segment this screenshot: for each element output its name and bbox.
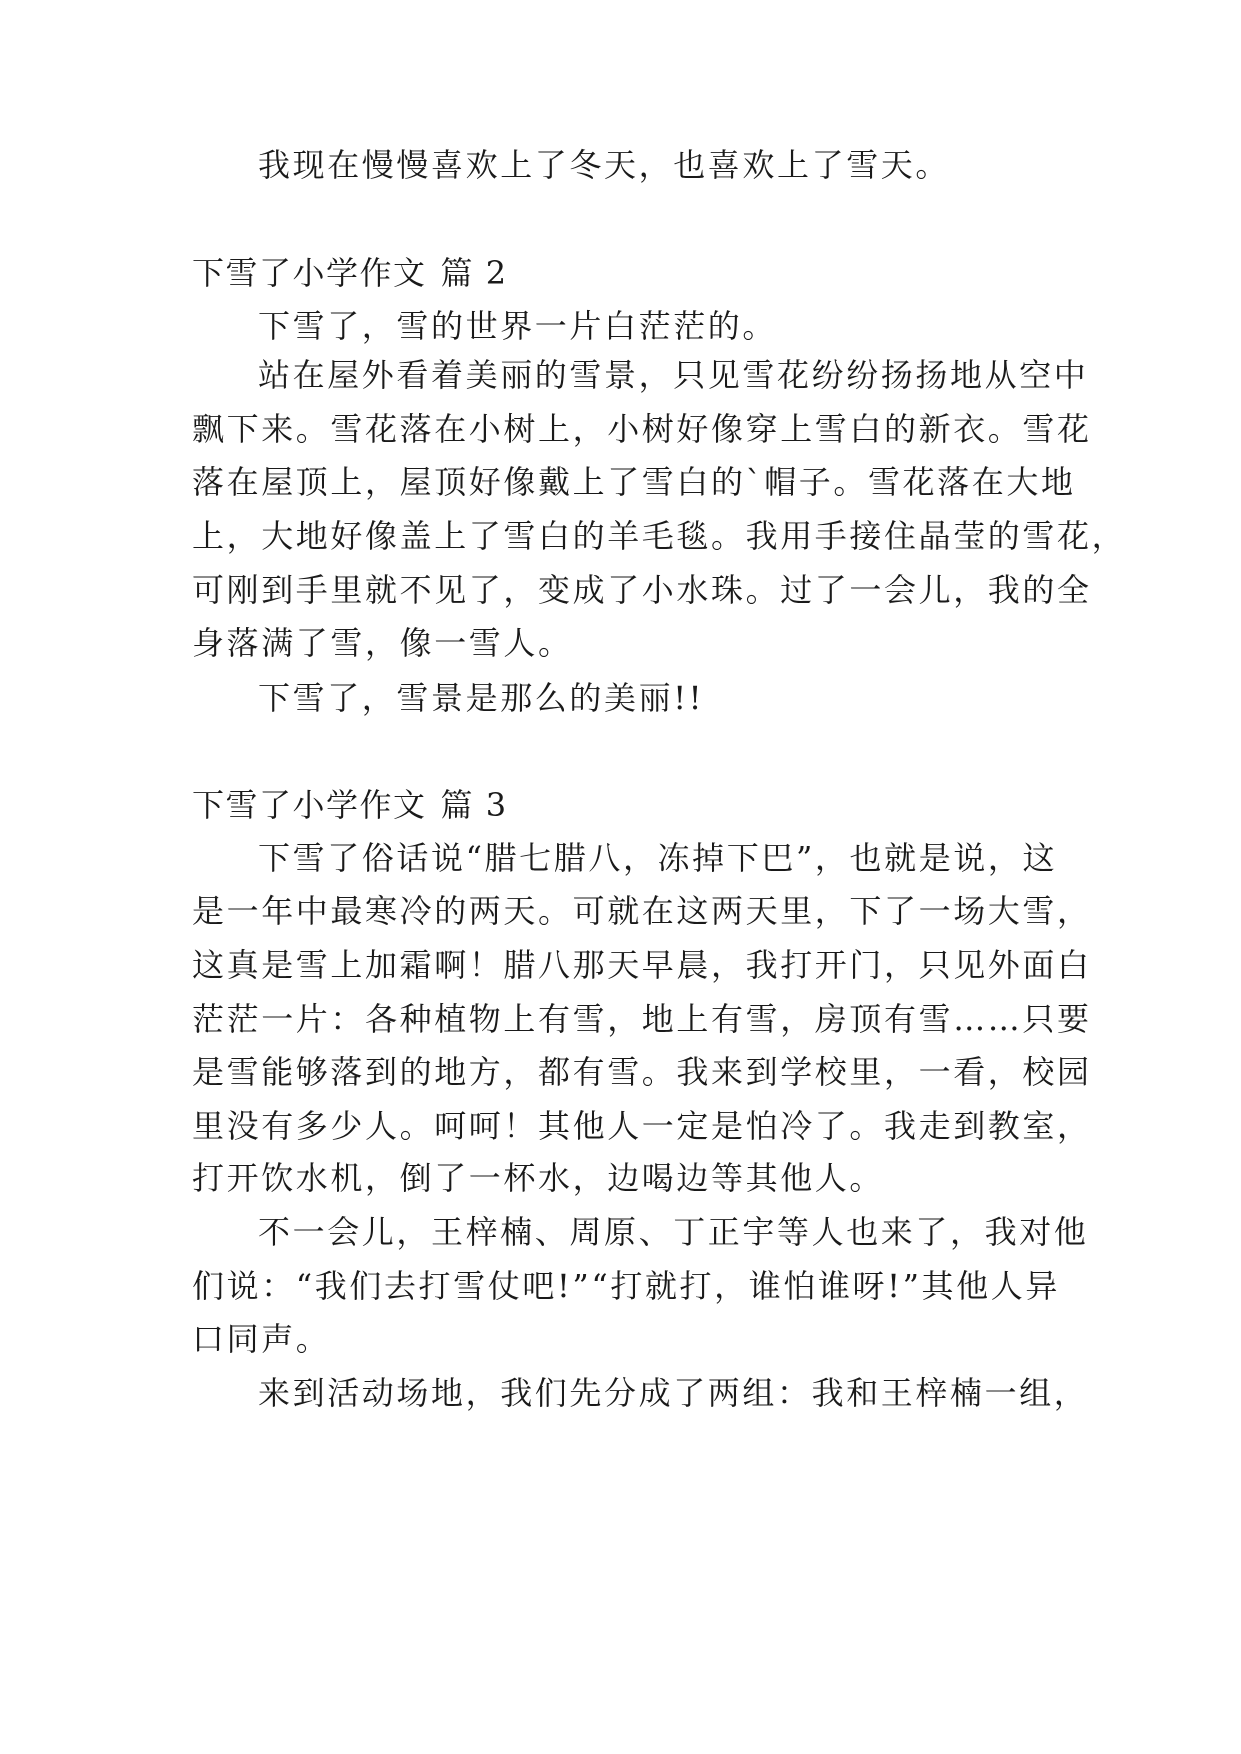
paragraph-line: 我现在慢慢喜欢上了冬天，也喜欢上了雪天。 [258, 146, 951, 184]
paragraph-line: 下雪了，雪景是那么的美丽!! [258, 679, 705, 717]
paragraph-line: 不一会儿，王梓楠、周原、丁正宇等人也来了，我对他 [258, 1213, 1089, 1251]
heading-number: 篇 3 [440, 786, 508, 824]
paragraph-line: 里没有多少人。呵呵！其他人一定是怕冷了。我走到教室， [192, 1107, 1092, 1145]
heading-title: 下雪了小学作文 [192, 254, 427, 292]
paragraph-line: 是一年中最寒冷的两天。可就在这两天里，下了一场大雪， [192, 892, 1092, 930]
paragraph-line: 口同声。 [192, 1320, 331, 1358]
paragraph-line: 这真是雪上加霜啊！腊八那天早晨，我打开门，只见外面白 [192, 946, 1092, 984]
paragraph-line: 来到活动场地，我们先分成了两组：我和王梓楠一组， [258, 1374, 1089, 1412]
paragraph-line: 们说：“我们去打雪仗吧!”“打就打，谁怕谁呀!”其他人异 [192, 1267, 1060, 1305]
paragraph-line: 身落满了雪，像一雪人。 [192, 624, 573, 662]
section-heading-3 [192, 785, 1072, 825]
paragraph-line: 落在屋顶上，屋顶好像戴上了雪白的`帽子。雪花落在大地 [192, 463, 1076, 501]
paragraph-line: 打开饮水机，倒了一杯水，边喝边等其他人。 [192, 1159, 885, 1197]
paragraph-line: 飘下来。雪花落在小树上，小树好像穿上雪白的新衣。雪花 [192, 410, 1092, 448]
paragraph-line: 下雪了俗话说“腊七腊八，冻掉下巴”，也就是说，这 [258, 839, 1058, 877]
paragraph-line: 茫茫一片：各种植物上有雪，地上有雪，房顶有雪……只要 [192, 1000, 1092, 1038]
heading-number: 篇 2 [440, 254, 508, 292]
paragraph-line: 上，大地好像盖上了雪白的羊毛毯。我用手接住晶莹的雪花， [192, 517, 1127, 555]
paragraph-line: 是雪能够落到的地方，都有雪。我来到学校里，一看，校园 [192, 1053, 1092, 1091]
paragraph-line: 可刚到手里就不见了，变成了小水珠。过了一会儿，我的全 [192, 571, 1092, 609]
heading-title: 下雪了小学作文 [192, 786, 427, 824]
paragraph-line: 站在屋外看着美丽的雪景，只见雪花纷纷扬扬地从空中 [258, 356, 1089, 394]
paragraph-line: 下雪了，雪的世界一片白茫茫的。 [258, 307, 778, 345]
section-heading-2 [192, 253, 1072, 293]
